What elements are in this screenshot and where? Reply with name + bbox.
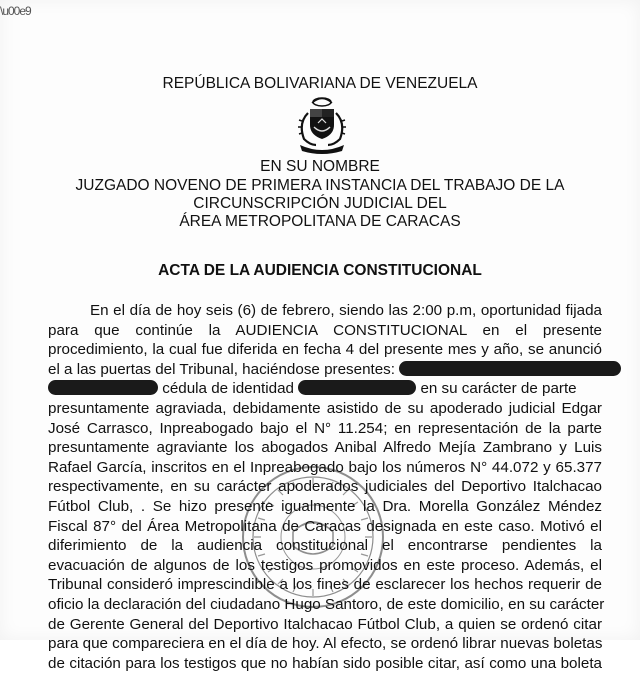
republic-heading: REPÚBLICA BOLIVARIANA DE VENEZUELA [162, 75, 478, 92]
redaction-bar [48, 380, 158, 395]
body-line: para que compareciera en el día de hoy. Al efecto, se ordenó librar nuevas boletas [48, 635, 603, 653]
body-line: Fiscal 87° del Área Metropolitana de Caracas designada en este caso. Motivó el [48, 517, 602, 535]
body-line-with-redaction [48, 360, 602, 380]
body-line: evacuación de algunos de los testigos promovidos en este proceso. Además, el [48, 556, 602, 574]
document-title: ACTA DE LA AUDIENCIA CONSTITUCIONAL [158, 262, 482, 279]
body-line: presuntamente agraviante los abogados Anibal Alfredo Mejía Zambrano y Luis [48, 439, 602, 457]
body-line: procedimiento, la cual fue diferida en fecha 4 del presente mes y año, se anunció [48, 341, 602, 359]
body-line: respectivamente, en su carácter apoderados judiciales del Deportivo Italchacao [48, 478, 602, 496]
body-line-with-redaction [48, 379, 602, 399]
body-line: En el día de hoy seis (6) de febrero, siendo las 2:00 p.m, oportunidad fijada [90, 302, 602, 319]
body-line-text: en su carácter de parte [420, 380, 577, 398]
body-line-text: cédula de identidad [162, 380, 294, 398]
body-line: presuntamente agraviada, debidamente asistido de su apoderado judicial Edgar [48, 399, 602, 417]
heading-line-3: CIRCUNSCRIPCIÓN JUDICIAL DEL [193, 195, 447, 212]
body-line: para que continúe la AUDIENCIA CONSTITUCIONAL en el presente [48, 321, 602, 339]
corner-handwritten-mark: \u00e9 [0, 4, 31, 18]
body-line: oficio la declaración del ciudadano Hugo Santoro, de este domicilio, en su carácter [48, 595, 605, 613]
heading-line-2: JUZGADO NOVENO DE PRIMERA INSTANCIA DEL TRABAJO DE LA [75, 177, 565, 194]
body-line: de citación para los testigos que no habían sido posible citar, así como una boleta [48, 654, 602, 672]
heading-line-4: ÁREA METROPOLITANA DE CARACAS [179, 213, 461, 230]
document-body [48, 301, 605, 673]
body-line: Tribunal consideró imprescindible a los fines de esclarecer los hechos requerir de [48, 576, 602, 594]
body-line: Rafael García, inscritos en el Inpreabogado bajo los números N° 44.072 y 65.377 [48, 458, 602, 476]
redaction-bar [298, 380, 416, 395]
body-line-text: el a las puertas del Tribunal, haciéndose presentes: [48, 360, 395, 378]
body-line: José Carrasco, Inpreabogado bajo el N° 11.254; en representación de la parte [48, 419, 602, 437]
body-line: diferimiento de la audiencia constitucional el encontrarse pendientes la [48, 537, 602, 555]
heading-line-1: EN SU NOMBRE [260, 158, 380, 175]
coat-of-arms-icon [290, 93, 354, 155]
body-line: Fútbol Club, . Se hizo presente igualmente la Dra. Morella González Méndez [48, 497, 602, 515]
body-line: de Gerente General del Deportivo Italchacao Fútbol Club, a quien se ordenó citar [48, 615, 602, 633]
redaction-bar [399, 361, 621, 376]
